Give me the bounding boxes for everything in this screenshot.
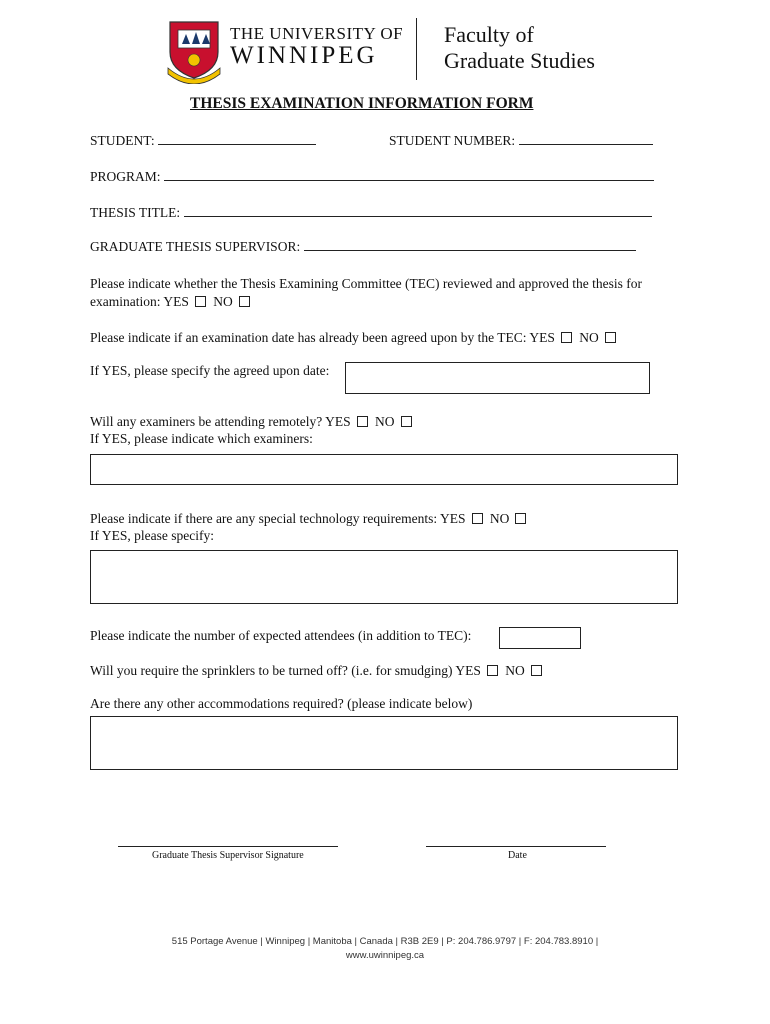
faculty-name-line2: Graduate Studies: [444, 48, 595, 73]
university-name-line1: THE UNIVERSITY OF: [230, 24, 404, 43]
sprinklers-no-checkbox[interactable]: [531, 665, 542, 676]
remote-no-label: NO: [375, 414, 395, 429]
signature-line[interactable]: [118, 846, 338, 847]
tech-requirements-input[interactable]: [90, 550, 678, 604]
supervisor-field[interactable]: [304, 240, 636, 251]
university-crest-icon: [166, 18, 222, 84]
date-specify-label: If YES, please specify the agreed upon date:: [90, 363, 330, 378]
tec-no-checkbox[interactable]: [239, 296, 250, 307]
tech-no-checkbox[interactable]: [515, 513, 526, 524]
remote-no-checkbox[interactable]: [401, 416, 412, 427]
sprinklers-yes-checkbox[interactable]: [487, 665, 498, 676]
tech-yes-label: YES: [439, 511, 466, 526]
attendees-question: Please indicate the number of expected attendees (in addition to TEC):: [90, 628, 472, 643]
faculty-name-line1: Faculty of: [444, 22, 534, 47]
accommodations-question: Are there any other accommodations required? (please indicate below): [90, 696, 473, 711]
tec-question-line2: examination:: [90, 294, 161, 309]
date-line[interactable]: [426, 846, 606, 847]
date-question: Please indicate if an examination date has already been agreed upon by the TEC:: [90, 330, 527, 345]
student-label: STUDENT:: [90, 133, 155, 148]
tec-yes-label: YES: [163, 294, 189, 309]
sprinklers-question: Will you require the sprinklers to be turned off? (i.e. for smudging): [90, 663, 453, 678]
remote-yes-label: YES: [325, 414, 351, 429]
tec-yes-checkbox[interactable]: [195, 296, 206, 307]
tech-yes-checkbox[interactable]: [472, 513, 483, 524]
tec-question-line1: Please indicate whether the Thesis Examining Committee (TEC) reviewed and approved the thesis for: [90, 276, 642, 291]
sprinklers-no-label: NO: [505, 663, 525, 678]
program-field[interactable]: [164, 170, 654, 181]
sprinklers-yes-label: YES: [455, 663, 481, 678]
thesis-title-label: THESIS TITLE:: [90, 205, 181, 220]
student-field[interactable]: [158, 134, 316, 145]
footer-website[interactable]: www.uwinnipeg.ca: [345, 950, 425, 961]
form-title: THESIS EXAMINATION INFORMATION FORM: [190, 95, 534, 112]
tech-question: Please indicate if there are any special technology requirements:: [90, 511, 438, 526]
student-number-label: STUDENT NUMBER:: [389, 133, 516, 148]
program-label: PROGRAM:: [90, 169, 161, 184]
student-number-field[interactable]: [519, 134, 653, 145]
thesis-title-field[interactable]: [184, 206, 652, 217]
university-name-line2: WINNIPEG: [230, 42, 378, 69]
remote-specify-label: If YES, please indicate which examiners:: [90, 431, 313, 446]
date-yes-label: YES: [529, 330, 555, 345]
remote-question: Will any examiners be attending remotely?: [90, 414, 323, 429]
remote-examiners-input[interactable]: [90, 454, 678, 485]
remote-yes-checkbox[interactable]: [357, 416, 368, 427]
footer-address: 515 Portage Avenue | Winnipeg | Manitoba | Canada | R3B 2E9 | P: 204.786.9797 | F: 204.783.8910 |: [171, 936, 599, 947]
date-label: Date: [508, 850, 527, 861]
attendees-input[interactable]: [499, 627, 581, 649]
signature-label: Graduate Thesis Supervisor Signature: [152, 850, 304, 861]
tech-specify-label: If YES, please specify:: [90, 528, 214, 543]
accommodations-input[interactable]: [90, 716, 678, 770]
tec-no-label: NO: [213, 294, 233, 309]
date-no-label: NO: [579, 330, 599, 345]
header-divider: [416, 18, 417, 80]
tech-no-label: NO: [489, 511, 510, 526]
date-yes-checkbox[interactable]: [561, 332, 572, 343]
supervisor-label: GRADUATE THESIS SUPERVISOR:: [90, 239, 301, 254]
agreed-date-input[interactable]: [345, 362, 650, 394]
date-no-checkbox[interactable]: [605, 332, 616, 343]
